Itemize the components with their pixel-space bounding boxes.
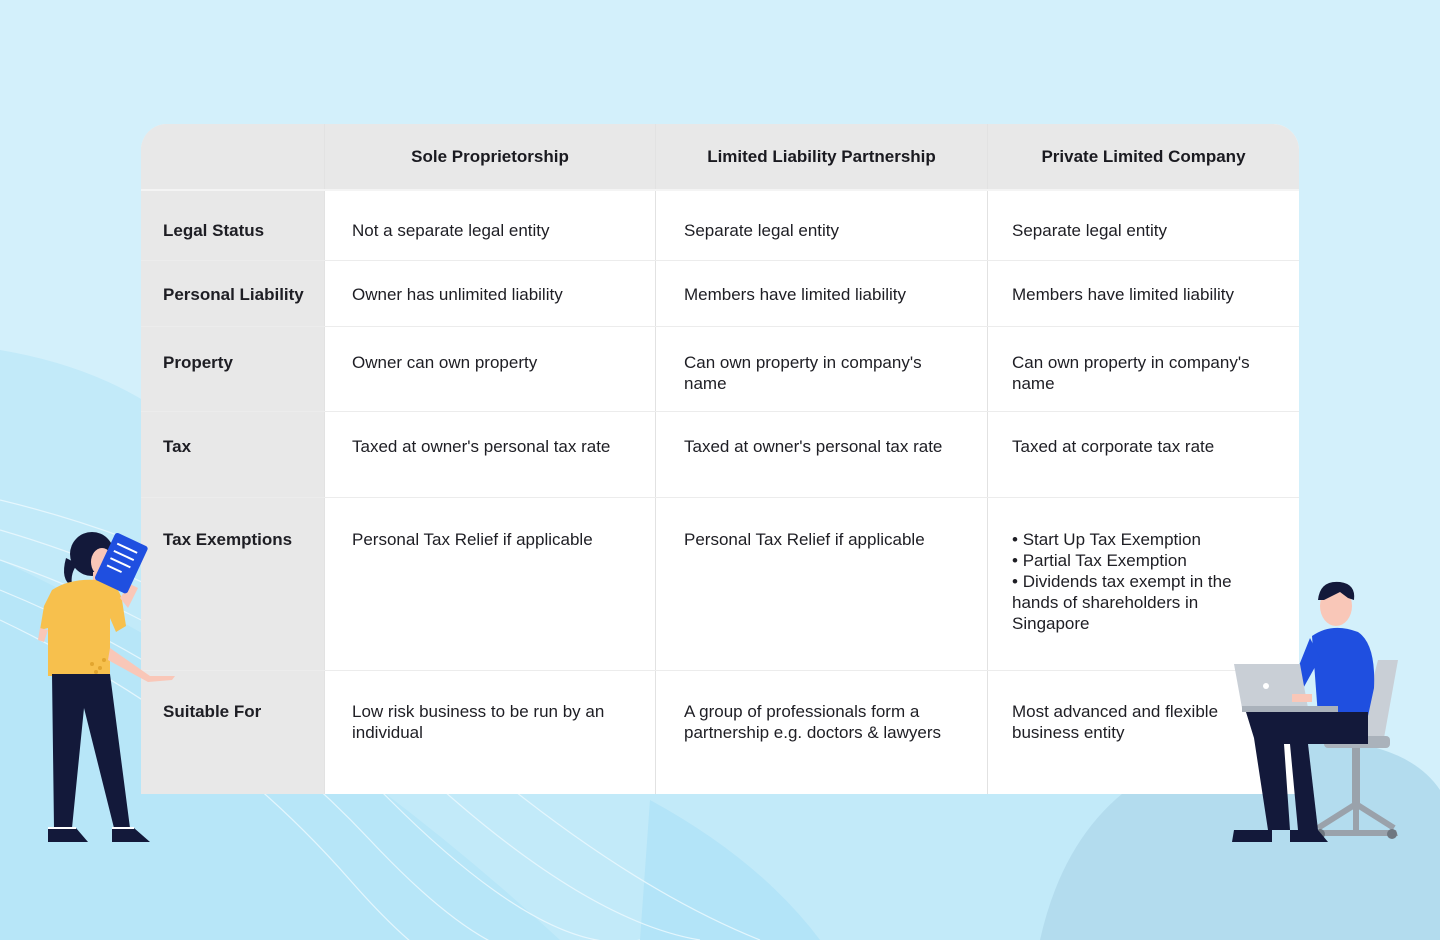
row-label-tax-exemptions: Tax Exemptions <box>163 530 293 549</box>
row-label-tax: Tax <box>163 437 192 456</box>
table-cell: Members have limited liability <box>684 285 907 304</box>
person-with-laptop-icon <box>1228 578 1408 848</box>
table-cell: Separate legal entity <box>684 221 839 240</box>
row-label-property: Property <box>163 353 233 372</box>
row-label-legal-status: Legal Status <box>163 221 265 240</box>
list-item: • Partial Tax Exemption <box>1012 550 1267 571</box>
table-cell: Taxed at owner's personal tax rate <box>684 437 943 456</box>
table-cell: A group of professionals form a partnership e.g. doctors & lawyers <box>684 702 942 742</box>
table-cell: Taxed at owner's personal tax rate <box>352 437 611 456</box>
table-cell: Owner has unlimited liability <box>352 285 563 304</box>
list-item: • Dividends tax exempt in the hands of shareholders in Singapore <box>1012 571 1267 634</box>
person-reading-document-icon <box>30 528 180 848</box>
column-header-private-limited-company: Private Limited Company <box>1041 147 1246 166</box>
column-header-sole-proprietorship: Sole Proprietorship <box>411 147 569 166</box>
table-cell: Separate legal entity <box>1012 221 1167 240</box>
table-cell: Personal Tax Relief if applicable <box>352 530 593 549</box>
table-cell: Can own property in company's name <box>1012 353 1250 393</box>
column-header-limited-liability-partnership: Limited Liability Partnership <box>707 147 936 166</box>
row-label-personal-liability: Personal Liability <box>163 285 304 304</box>
table-cell: Taxed at corporate tax rate <box>1012 437 1215 456</box>
row-divider <box>141 670 1299 671</box>
list-item: • Start Up Tax Exemption <box>1012 529 1267 550</box>
table-cell: Not a separate legal entity <box>352 221 550 240</box>
row-divider <box>141 411 1299 412</box>
row-divider <box>141 497 1299 498</box>
comparison-table <box>141 124 1299 794</box>
table-cell: Owner can own property <box>352 353 538 372</box>
table-cell: Low risk business to be run by an individual <box>352 702 605 742</box>
column-divider <box>655 124 656 794</box>
table-cell: Members have limited liability <box>1012 285 1235 304</box>
row-divider <box>141 260 1299 261</box>
column-divider <box>324 124 325 794</box>
column-divider <box>987 124 988 794</box>
table-cell: Most advanced and flexible business entity <box>1012 702 1219 742</box>
row-label-suitable-for: Suitable For <box>163 702 262 721</box>
table-cell: Personal Tax Relief if applicable <box>684 530 925 549</box>
table-cell: Can own property in company's name <box>684 353 922 393</box>
row-divider <box>141 326 1299 327</box>
